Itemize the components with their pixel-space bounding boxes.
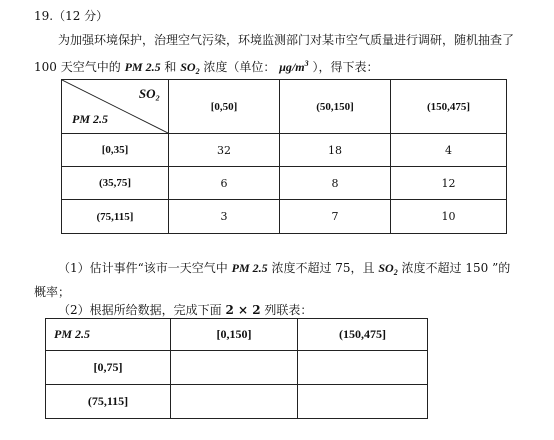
intro-text-a: 100 天空气中的 bbox=[34, 60, 121, 74]
table2-corner-pm25: PM 2.5 bbox=[46, 319, 171, 351]
table1-col-header: [0,50] bbox=[169, 80, 280, 134]
table1-row-header: [0,35] bbox=[62, 134, 169, 167]
q1-so2-symbol: $SO_2$ bbox=[378, 261, 398, 277]
table2-col-header: [0,150] bbox=[171, 319, 298, 351]
table1-cell: 6 bbox=[169, 167, 280, 200]
q2-size: 2 × 2 bbox=[225, 303, 261, 317]
table1-cell: 4 bbox=[391, 134, 507, 167]
table2-row-header: (75,115] bbox=[46, 385, 171, 419]
problem-number-line bbox=[34, 8, 108, 24]
intro-text-b: 浓度（单位： bbox=[203, 60, 276, 74]
table-row bbox=[62, 200, 507, 234]
table-row bbox=[46, 351, 428, 385]
table1-cell: 32 bbox=[169, 134, 280, 167]
concentration-table bbox=[61, 79, 507, 234]
table1-cell: 12 bbox=[391, 167, 507, 200]
unit-symbol: $\mu g/m^3$ bbox=[279, 59, 309, 74]
table2-cell bbox=[171, 351, 298, 385]
table1-cell: 7 bbox=[280, 200, 391, 234]
q1-pm25-symbol: PM 2.5 bbox=[231, 261, 268, 275]
pm25-symbol: PM 2.5 bbox=[124, 60, 161, 74]
table1-corner-pm25: PM 2.5 bbox=[72, 112, 108, 126]
q2-suffix: 列联表： bbox=[264, 303, 313, 317]
table-row bbox=[62, 167, 507, 200]
table2-cell bbox=[298, 385, 428, 419]
question-2-line bbox=[58, 302, 312, 318]
problem-intro-line-2 bbox=[34, 56, 378, 80]
table-row bbox=[46, 385, 428, 419]
q1-mid1: 浓度不超过 75，且 bbox=[271, 261, 375, 275]
problem-number: 19. bbox=[34, 9, 54, 23]
problem-intro-line-1: 为加强环境保护，治理空气污染，环境监测部门对某市空气质量进行调研，随机抽查了 bbox=[58, 33, 515, 47]
table1-corner-cell bbox=[62, 80, 169, 134]
table2-cell bbox=[171, 385, 298, 419]
table2-cell bbox=[298, 351, 428, 385]
problem-score: （12 分） bbox=[53, 9, 109, 23]
intro-and: 和 bbox=[164, 60, 177, 74]
q2-prefix: （2）根据所给数据，完成下面 bbox=[58, 303, 222, 317]
q1-mid2: 浓度不超过 150 ”的 bbox=[401, 261, 511, 275]
intro-text-c: ），得下表： bbox=[312, 60, 379, 74]
table1-corner-so2: SO₂ bbox=[138, 86, 160, 101]
table1-cell: 8 bbox=[280, 167, 391, 200]
table1-row-header: (35,75] bbox=[62, 167, 169, 200]
question-1-line-1 bbox=[58, 260, 510, 281]
question-1-line-2: 概率； bbox=[34, 285, 71, 299]
so2-symbol: $SO_2$ bbox=[180, 60, 200, 76]
table2-row-header: [0,75] bbox=[46, 351, 171, 385]
q1-prefix: （1）估计事件“该市一天空气中 bbox=[58, 261, 228, 275]
table2-col-header: (150,475] bbox=[298, 319, 428, 351]
table1-cell: 18 bbox=[280, 134, 391, 167]
table1-col-header: (50,150] bbox=[280, 80, 391, 134]
table1-cell: 10 bbox=[391, 200, 507, 234]
table1-row-header: (75,115] bbox=[62, 200, 169, 234]
table1-cell: 3 bbox=[169, 200, 280, 234]
table1-col-header: (150,475] bbox=[391, 80, 507, 134]
table-row bbox=[62, 134, 507, 167]
contingency-table bbox=[45, 318, 428, 419]
